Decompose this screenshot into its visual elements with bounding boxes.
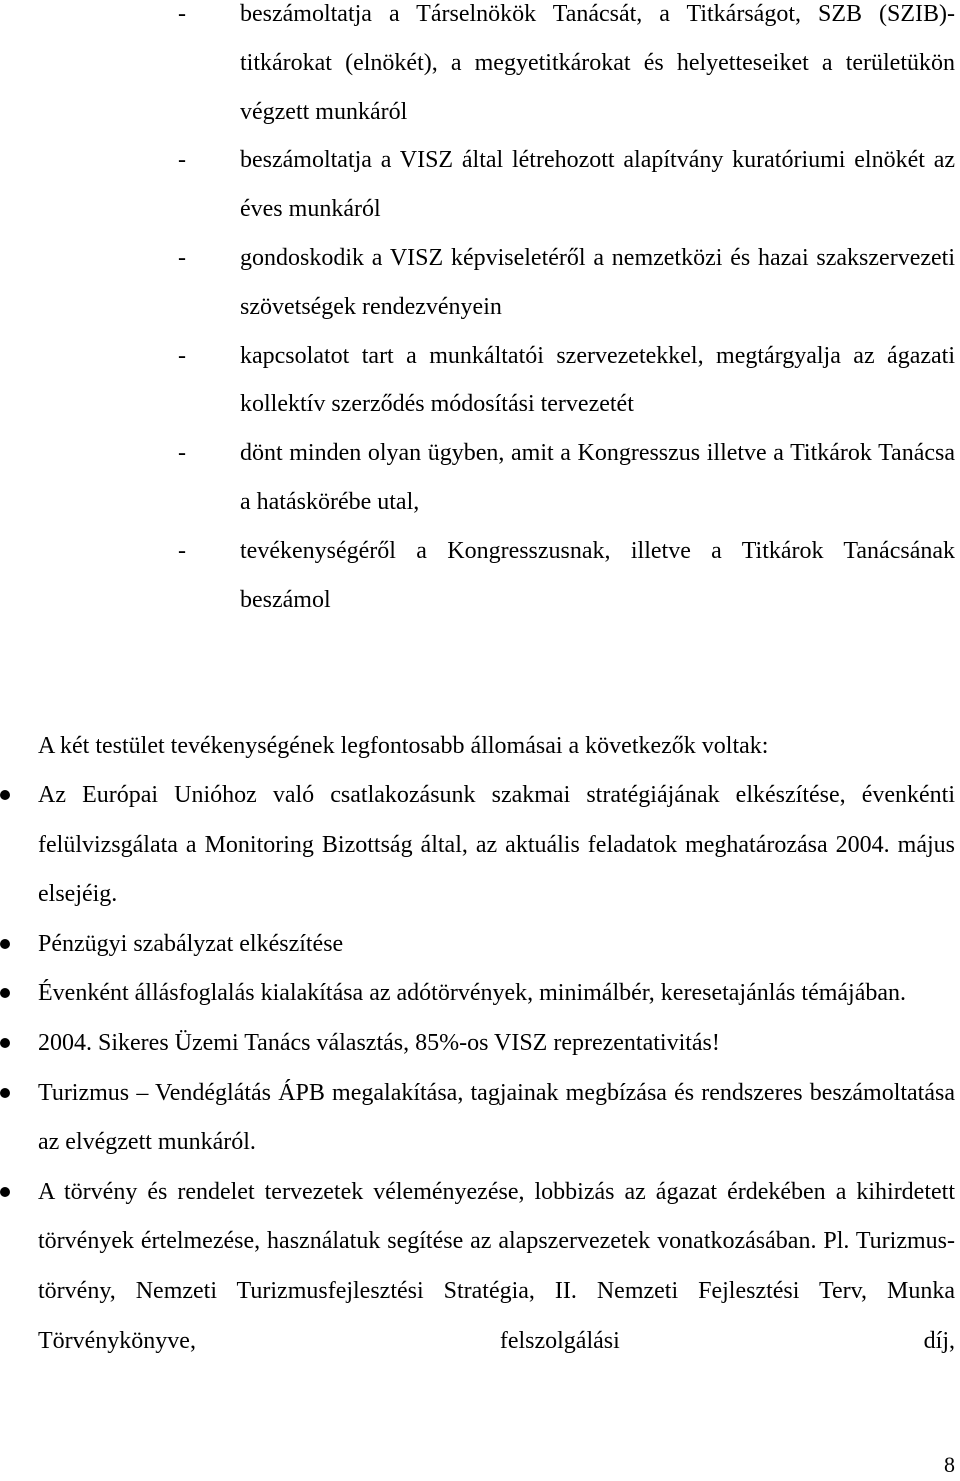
- bullet-icon: [0, 988, 10, 998]
- list-item-text: Évenként állásfoglalás kialakítása az adótörvények, minimálbér, keresetajánlás témájában.: [38, 980, 907, 1007]
- list-item: [0, 1019, 960, 1069]
- milestones-list: [0, 771, 960, 1366]
- list-item-text: beszámoltatja a VISZ által létrehozott alapítvány kuratóriumi elnökét az éves munkáról: [240, 147, 955, 223]
- list-item-text: Az Európai Unióhoz való csatlakozásunk szakmai stratégiájának elkészítése, évenkénti felülvizsgálata a Monitoring Bizottság által, az aktuális feladatok meghatározása 2004. május elsejéig.: [38, 782, 955, 908]
- page-number: 8: [944, 1452, 955, 1477]
- list-item-text: kapcsolatot tart a munkáltatói szervezetekkel, megtárgyalja az ágazati kollektív szerződés módosítási tervezetét: [240, 342, 955, 418]
- bullet-icon: [0, 790, 10, 800]
- list-item-text: A törvény és rendelet tervezetek véleményezése, lobbizás az ágazat érdekében a kihirdetett törvények értelmezése, használatuk segítése az alapszervezetek vonatkozásában. Pl. Turizmus-törvény, Nemzeti Turizmusfejlesztési Stratégia, II. Nemzeti Fejlesztési Terv, Munka Törvénykönyve, felszolgálási díj,: [38, 1178, 955, 1354]
- bullet-icon: [0, 1038, 10, 1048]
- list-item-text: 2004. Sikeres Üzemi Tanács választás, 85%-os VISZ reprezentativitás!: [38, 1029, 720, 1056]
- bullet-icon: [0, 1187, 10, 1197]
- list-item-text: Turizmus – Vendéglátás ÁPB megalakítása, tagjainak megbízása és rendszeres beszámoltatása az elvégzett munkáról.: [38, 1079, 955, 1156]
- list-item-text: beszámoltatja a Társelnökök Tanácsát, a Titkárságot, SZB (SZIB)- titkárokat (elnökét), a megyetitkárokat és helyetteseiket a területükön végzett munkáról: [240, 1, 955, 125]
- dash-marker: -: [178, 440, 186, 467]
- list-item-text: Pénzügyi szabályzat elkészítése: [38, 930, 344, 957]
- list-item: [0, 920, 960, 970]
- dash-marker: -: [178, 342, 186, 369]
- bullet-icon: [0, 939, 10, 949]
- dash-marker: -: [178, 244, 186, 271]
- bullet-icon: [0, 1088, 10, 1098]
- list-item: [0, 0, 960, 136]
- list-item: [0, 332, 960, 430]
- list-item: [0, 969, 960, 1019]
- list-item: [0, 771, 960, 920]
- responsibilities-list: [0, 0, 960, 624]
- list-item-text: tevékenységéről a Kongresszusnak, illetve a Titkárok Tanácsának beszámol: [240, 537, 955, 613]
- list-item: [0, 527, 960, 625]
- intro-paragraph: A két testület tevékenységének legfontosabb állomásai a következők voltak:: [38, 733, 769, 759]
- list-item: [0, 429, 960, 527]
- dash-marker: -: [178, 537, 186, 564]
- dash-marker: -: [178, 1, 186, 27]
- list-item: [0, 234, 960, 332]
- dash-marker: -: [178, 147, 186, 174]
- list-item-text: gondoskodik a VISZ képviseletéről a nemzetközi és hazai szakszervezeti szövetségek rendezvényein: [240, 244, 955, 320]
- list-item: [0, 136, 960, 234]
- list-item: [0, 1069, 960, 1168]
- list-item: [0, 1168, 960, 1366]
- list-item-text: dönt minden olyan ügyben, amit a Kongresszus illetve a Titkárok Tanácsa a hatáskörébe utal,: [240, 440, 955, 515]
